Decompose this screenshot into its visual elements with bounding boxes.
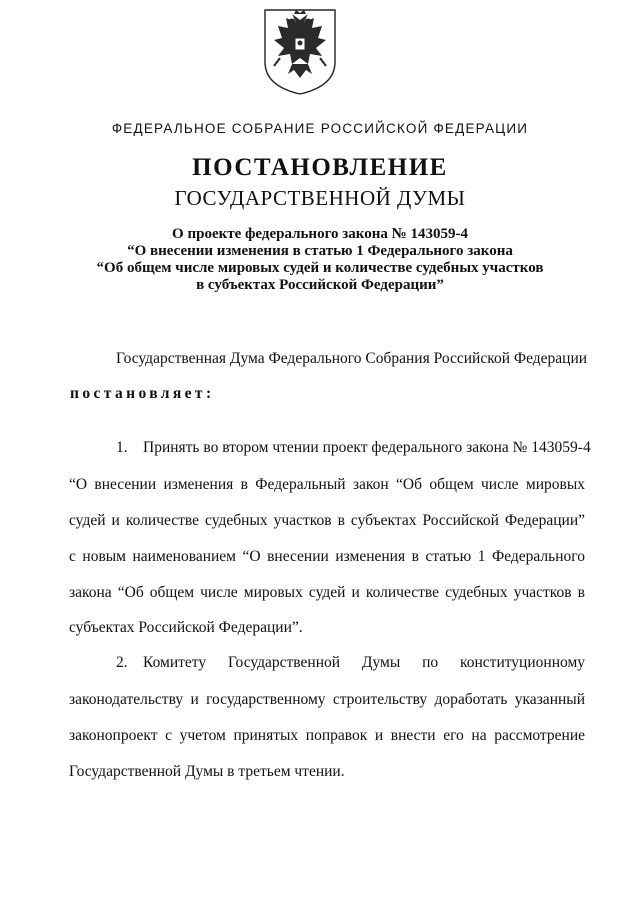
item-line: закона “Об общем числе мировых судей и количестве судебных участков в: [69, 584, 585, 601]
resolves-word: постановляет:: [70, 385, 215, 402]
russian-coat-of-arms-icon: [262, 8, 338, 96]
subject-line: “О внесении изменения в статью 1 Федерального закона: [127, 243, 513, 259]
document-subject: [0, 226, 640, 294]
item-line: с новым наименованием “О внесении изменения в статью 1 Федерального: [69, 548, 585, 565]
item-line: законопроект с учетом принятых поправок и внести его на рассмотрение: [69, 727, 585, 744]
document-title: ПОСТАНОВЛЕНИЕ: [192, 154, 448, 181]
organization-name: ФЕДЕРАЛЬНОЕ СОБРАНИЕ РОССИЙСКОЙ ФЕДЕРАЦИИ: [111, 121, 529, 136]
item-first-line: Комитету Государственной Думы по конституционному: [143, 654, 585, 671]
subject-line: в субъектах Российской Федерации”: [196, 277, 444, 293]
item-line: законодательству и государственному строительству доработать указанный: [69, 691, 585, 708]
item-number: 1.: [116, 439, 128, 456]
item-first-line: Принять во втором чтении проект федерального закона № 143059-4: [143, 439, 591, 456]
subject-line: “Об общем числе мировых судей и количестве судебных участков: [96, 260, 544, 276]
item-number: 2.: [116, 654, 128, 671]
document-subtitle: ГОСУДАРСТВЕННОЙ ДУМЫ: [174, 186, 466, 210]
item-line: “О внесении изменения в Федеральный закон “Об общем числе мировых: [69, 476, 585, 493]
item-line: субъектах Российской Федерации”.: [69, 619, 303, 636]
item-line: судей и количестве судебных участков в субъектах Российской Федерации”: [69, 512, 585, 529]
preamble: Государственная Дума Федерального Собрания Российской Федерации: [116, 350, 588, 367]
subject-line: О проекте федерального закона № 143059-4: [172, 226, 468, 242]
item-line: Государственной Думы в третьем чтении.: [69, 763, 345, 780]
